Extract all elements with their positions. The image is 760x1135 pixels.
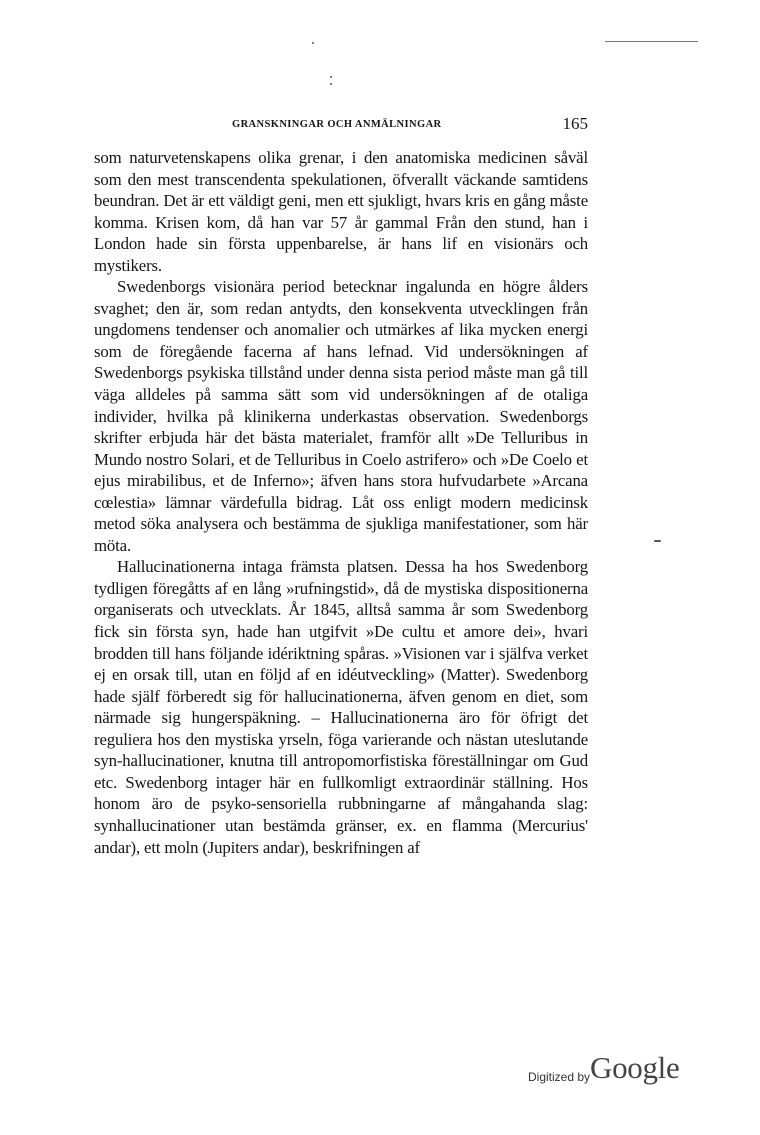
scan-speck bbox=[654, 540, 661, 542]
paragraph-2: Swedenborgs visionära period betecknar ingalunda en högre ålders svaghet; den är, som redan antydts, den konsekventa utvecklingen från ungdomens tendenser och anomalier och utmärkes af lika mycken energi som de föregående facerna af hans lefnad. Vid undersökningen af Swedenborgs psykiska tillstånd under denna sista period måste man gå till väga alldeles på samma sätt som vid undersökningen af de otaliga individer, hvilka på klinikerna underkastas observation. Swedenborgs skrifter erbjuda här det bästa materialet, framför allt »De Telluribus in Mundo nostro Solari, et de Telluribus in Coelo astrifero» och »De Coelo et ejus mirabilibus, et de Inferno»; äfven hans stora hufvudarbete »Arcana cœlestia» lämnar värdefulla bidrag. Låt oss enligt modern medicinsk metod söka analysera och bestämma de sjukliga manifestationer, som här möta. bbox=[94, 277, 588, 555]
scan-speck bbox=[330, 76, 332, 78]
digitized-by-google-watermark bbox=[528, 1048, 688, 1094]
paragraph-3: Hallucinationerna intaga främsta platsen. Dessa ha hos Swedenborg tydligen föregåtts af en lång »rufningstid», då de mystiska dispositionerna organiserats och utvecklats. År 1845, alltså samma år som Swedenborg fick sin första syn, hade han utgifvit »De cultu et amore dei», hvari brodden till hans följande idériktning spåras. »Visionen var i själfva verket ej en orsak till, utan en följd af en idéutveckling» (Matter). Swedenborg hade själf förberedt sig för hallucinationerna, äfven genom en diet, som närmade sig hungerspäkning. – Hallucinationerna äro för öfrigt det reguliera hos den mystiska yrseln, föga varierande och nästan uteslutande syn-hallucinationer, knutna till antropomorfistiska föreställningar om Gud etc. Swedenborg intager här en fullkomligt extraordinär ställning. Hos honom äro de psyko-sensoriella rubbningarne af mångahanda slag: synhallucinationer utan bestämda gränser, ex. en flamma (Mercurius' andar), ett moln (Jupiters andar), beskrifningen af bbox=[94, 557, 588, 857]
scan-speck bbox=[330, 83, 332, 85]
page-number: 165 bbox=[562, 114, 588, 133]
running-head: GRANSKNINGAR OCH ANMÄLNINGAR bbox=[232, 119, 442, 130]
google-logo: Google bbox=[590, 1050, 680, 1085]
page-header bbox=[94, 115, 588, 137]
scan-edge-line bbox=[605, 41, 698, 42]
scan-speck bbox=[312, 42, 314, 44]
paragraph-1: som naturvetenskapens olika grenar, i den anatomiska medicinen såväl som den mest transcendenta spekulationen, öfverallt väckande samtidens beundran. Det är ett väldigt geni, men ett sjukligt, hvars kris en gång måste komma. Krisen kom, då han var 57 år gammal Från den stund, han i London hade sin första uppenbarelse, är hans lif en visionärs och mystikers. bbox=[94, 148, 588, 275]
digitized-label: Digitized by bbox=[528, 1070, 591, 1084]
body-text bbox=[94, 147, 588, 858]
